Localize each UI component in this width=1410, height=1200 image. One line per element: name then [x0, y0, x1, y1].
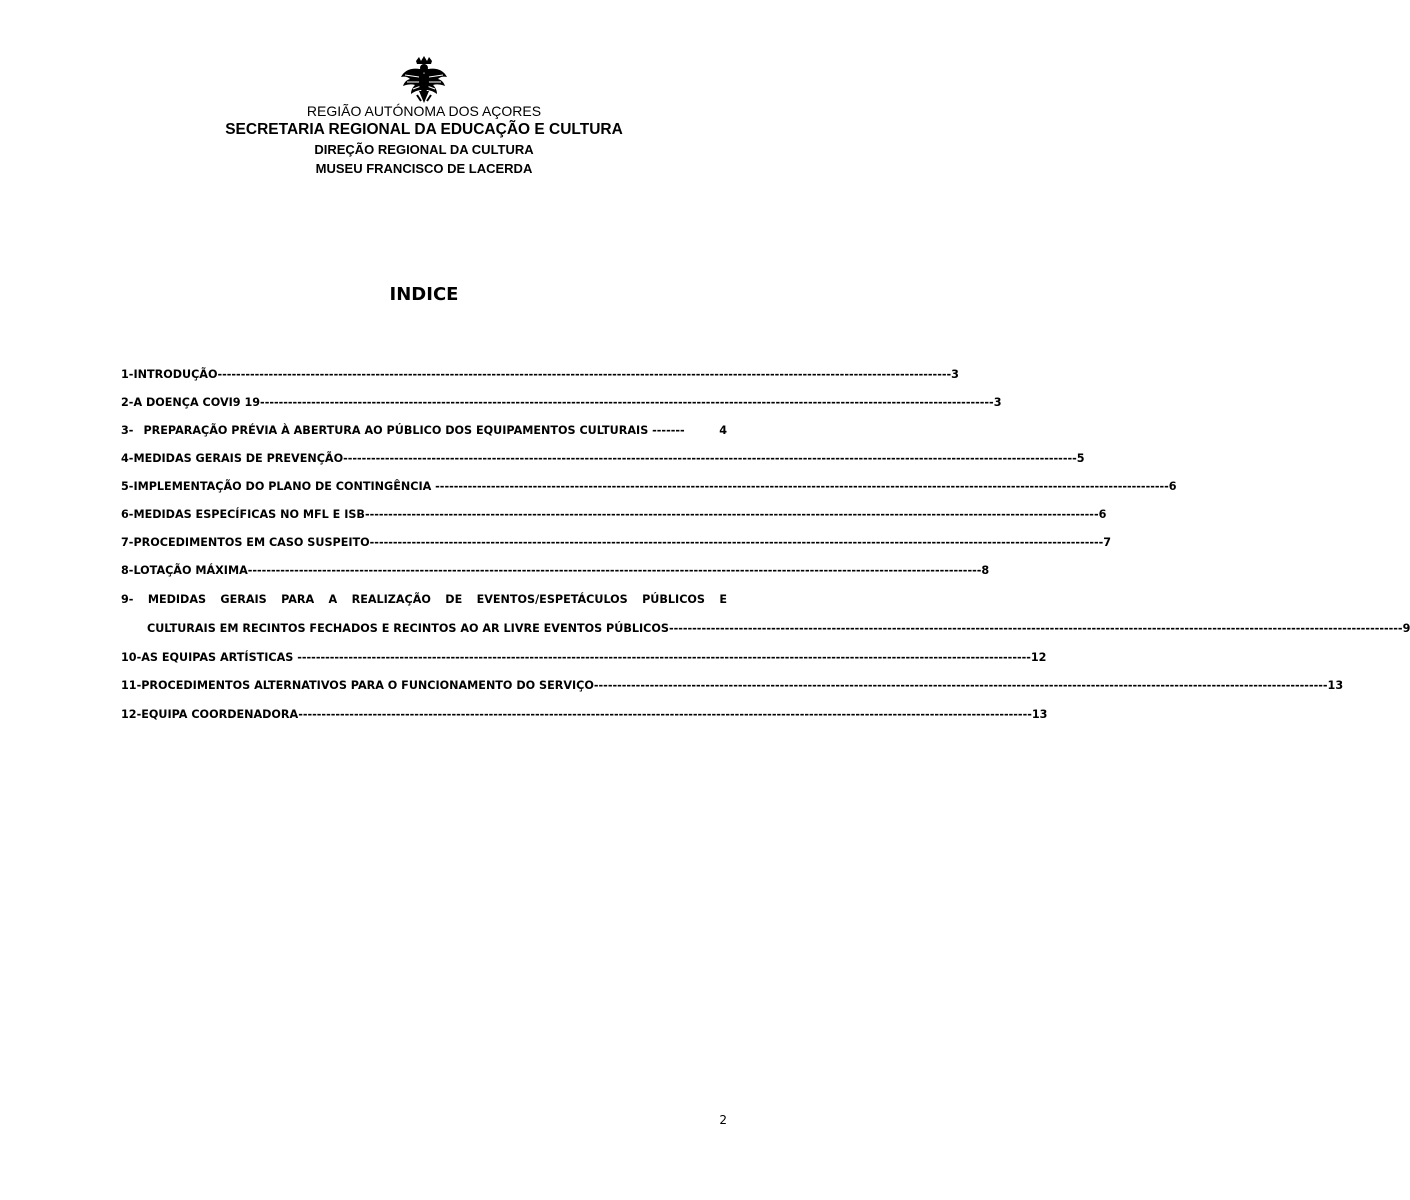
toc-entry-label: INTRODUÇÃO	[133, 368, 218, 381]
toc-entry-4[interactable]	[121, 452, 1085, 470]
toc-entry-label: MEDIDAS GERAIS PARA A REALIZAÇÃO DE EVENTOS/ESPETÁCULOS PÚBLICOS E	[147, 593, 727, 606]
toc-leader-dots: --------------------------------------------------------------------------------------------------------------------------------------------------------------	[217, 368, 952, 381]
toc-entry-3[interactable]	[121, 424, 727, 442]
toc-entry-number: 3-	[121, 424, 134, 437]
toc-leader-dots: --------------------------------------------------------------------------------------------------------------------------------------------------------------	[260, 396, 994, 409]
toc-entry-label: AS EQUIPAS ARTÍSTICAS	[141, 651, 294, 664]
header-region: REGIÃO AUTÓNOMA DOS AÇORES	[306, 103, 542, 119]
toc-entry-label: A DOENÇA COVI9 19	[133, 396, 261, 409]
toc-entry-label-continued: CULTURAIS EM RECINTOS FECHADOS E RECINTOS AO AR LIVRE EVENTOS PÚBLICOS	[147, 622, 669, 635]
toc-entry-label: PROCEDIMENTOS ALTERNATIVOS PARA O FUNCIONAMENTO DO SERVIÇO	[141, 679, 594, 692]
toc-entry-label: IMPLEMENTAÇÃO DO PLANO DE CONTINGÊNCIA	[133, 480, 432, 493]
header-museu: MUSEU FRANCISCO DE LACERDA	[315, 161, 533, 176]
toc-entry-2[interactable]	[121, 396, 1002, 414]
toc-entry-10[interactable]	[121, 651, 1047, 669]
toc-entry-6[interactable]	[121, 508, 1107, 526]
toc-entry-7[interactable]	[121, 536, 1112, 554]
toc-entry-number: 9-	[121, 593, 134, 606]
toc-entry-label: MEDIDAS GERAIS DE PREVENÇÃO	[133, 452, 344, 465]
toc-leader-dots: --------------------------------------------------------------------------------------------------------------------------------------------------------------	[431, 480, 1169, 493]
toc-entry-page: 3	[951, 368, 959, 381]
toc-title: INDICE	[389, 284, 459, 305]
toc-leader-dots: -------	[648, 424, 689, 437]
toc-entry-number: 8-	[121, 564, 134, 577]
toc-entry-number: 10-	[121, 651, 142, 664]
toc-entry-12[interactable]	[121, 708, 1048, 726]
toc-leader-dots: --------------------------------------------------------------------------------------------------------------------------------------------------------------	[668, 622, 1403, 635]
toc-entry-number: 7-	[121, 536, 134, 549]
toc-leader-dots: --------------------------------------------------------------------------------------------------------------------------------------------------------------	[593, 679, 1328, 692]
toc-entry-label: PROCEDIMENTOS EM CASO SUSPEITO	[133, 536, 370, 549]
toc-entry-page: 7	[1103, 536, 1112, 549]
toc-entry-number: 5-	[121, 480, 134, 493]
toc-leader-dots: --------------------------------------------------------------------------------------------------------------------------------------------------------------	[343, 452, 1077, 465]
toc-leader-dots: --------------------------------------------------------------------------------------------------------------------------------------------------------------	[247, 564, 982, 577]
toc-entry-number: 6-	[121, 508, 134, 521]
toc-leader-dots: --------------------------------------------------------------------------------------------------------------------------------------------------------------	[293, 651, 1031, 664]
toc-entry-8[interactable]	[121, 564, 990, 582]
toc-entry-label: PREPARAÇÃO PRÉVIA À ABERTURA AO PÚBLICO DOS EQUIPAMENTOS CULTURAIS	[143, 424, 649, 437]
toc-entry-page: 6	[1168, 480, 1177, 493]
toc-entry-page: 4	[719, 424, 727, 437]
toc-leader-dots: --------------------------------------------------------------------------------------------------------------------------------------------------------------	[364, 508, 1099, 521]
toc-entry-number: 2-	[121, 396, 134, 409]
eagle-seal-icon	[399, 55, 449, 105]
toc-entry-page: 13	[1327, 679, 1344, 692]
toc-entry-page: 6	[1098, 508, 1107, 521]
header-secretaria: SECRETARIA REGIONAL DA EDUCAÇÃO E CULTURA	[225, 121, 623, 138]
toc-entry-1[interactable]	[121, 368, 959, 386]
header-direcao: DIREÇÃO REGIONAL DA CULTURA	[314, 142, 534, 157]
toc-entry-11[interactable]	[121, 679, 1344, 697]
toc-entry-number: 4-	[121, 452, 134, 465]
toc-entry-page: 5	[1076, 452, 1085, 465]
toc-entry-9[interactable]	[121, 593, 727, 611]
toc-entry-page: 8	[981, 564, 990, 577]
toc-entry-page: 13	[1031, 708, 1048, 721]
toc-entry-5[interactable]	[121, 480, 1177, 498]
toc-entry-number: 1-	[121, 368, 134, 381]
toc-entry-label: EQUIPA COORDENADORA	[141, 708, 299, 721]
toc-entry-page: 12	[1030, 651, 1047, 664]
toc-entry-page: 3	[993, 396, 1002, 409]
toc-entry-label: LOTAÇÃO MÁXIMA	[133, 564, 248, 577]
toc-entry-page: 9	[1402, 622, 1410, 635]
page-number: 2	[719, 1113, 727, 1127]
toc-entry-label: MEDIDAS ESPECÍFICAS NO MFL E ISB	[133, 508, 365, 521]
toc-entry-number: 12-	[121, 708, 142, 721]
toc-leader-dots: --------------------------------------------------------------------------------------------------------------------------------------------------------------	[369, 536, 1104, 549]
toc-entry-9-continued[interactable]	[147, 622, 1410, 640]
toc-entry-number: 11-	[121, 679, 142, 692]
toc-leader-dots: --------------------------------------------------------------------------------------------------------------------------------------------------------------	[298, 708, 1032, 721]
